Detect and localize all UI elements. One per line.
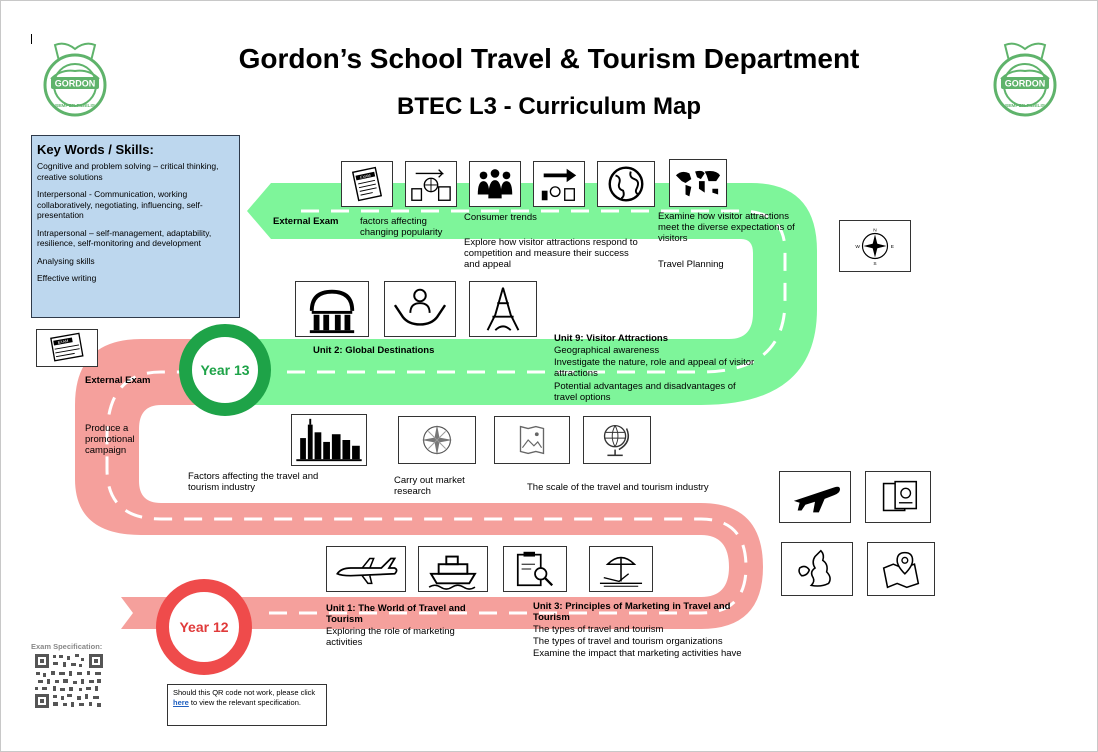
market-research-label: Carry out market research bbox=[394, 475, 465, 497]
exam-paper-icon bbox=[341, 161, 393, 207]
unit3-item: The types of travel and tourism organizations bbox=[533, 636, 723, 647]
key-word-item: Analysing skills bbox=[37, 255, 95, 266]
factors-popularity-label: factors affecting changing popularity bbox=[360, 216, 443, 238]
logo-right-motto: SEMPER FIDELIS bbox=[1005, 104, 1045, 109]
airplane-icon bbox=[779, 471, 851, 523]
logo-left-text: GORDON bbox=[54, 78, 96, 89]
unit1-text: Exploring the role of marketing activities bbox=[326, 626, 455, 648]
svg-text:E: E bbox=[890, 244, 894, 250]
logo-right-text: GORDON bbox=[1004, 78, 1046, 89]
hands-person-icon bbox=[384, 281, 456, 337]
global-building-icon bbox=[295, 281, 369, 337]
clipboard-search-icon bbox=[503, 546, 567, 592]
exam-spec-label: Exam Specification: bbox=[31, 642, 103, 651]
key-word-item: Interpersonal - Communication, working collaboratively, negotiating, influencing, self-presentation bbox=[37, 189, 203, 220]
qr-code-icon[interactable] bbox=[33, 652, 105, 710]
logo-left-motto: SEMPER FIDELIS bbox=[55, 104, 95, 109]
map-pin-icon bbox=[867, 542, 935, 596]
year13-marker: Year 13 bbox=[179, 324, 271, 416]
qr-fallback-note bbox=[167, 684, 327, 726]
year12-marker: Year 12 bbox=[156, 579, 252, 675]
key-word-item: Effective writing bbox=[37, 273, 97, 283]
page-subtitle: BTEC L3 - Curriculum Map bbox=[396, 93, 702, 120]
qr-note-text-end: to view the relevant specification. bbox=[188, 698, 301, 707]
svg-text:N: N bbox=[873, 228, 877, 234]
factors-industry-label: Factors affecting the travel and tourism industry bbox=[188, 471, 319, 493]
city-skyline-icon bbox=[291, 414, 367, 466]
unit3-title: Unit 3: Principles of Marketing in Travel and Tourism bbox=[533, 601, 731, 623]
page-title: Gordon’s School Travel & Tourism Department bbox=[238, 43, 860, 74]
unit9-item: Investigate the nature, role and appeal of visitor attractions bbox=[554, 357, 755, 379]
year12-external-exam-label: External Exam bbox=[85, 375, 151, 386]
desk-globe-icon bbox=[583, 416, 651, 464]
exam-paper-icon-small bbox=[36, 329, 98, 367]
world-map-icon bbox=[669, 159, 727, 207]
passport-icon bbox=[865, 471, 931, 523]
unit3-item: Examine the impact that marketing activities have bbox=[533, 648, 742, 659]
promotional-campaign-label: Produce a promotional campaign bbox=[85, 423, 135, 456]
unit1-title: Unit 1: The World of Travel and Tourism bbox=[326, 603, 466, 625]
svg-text:W: W bbox=[855, 244, 860, 250]
year13-external-exam-label: External Exam bbox=[273, 216, 339, 227]
unit9-item: Potential advantages and disadvantages of travel options bbox=[554, 381, 736, 403]
svg-text:EXAM: EXAM bbox=[57, 339, 69, 345]
unit9-title: Unit 9: Visitor Attractions bbox=[554, 333, 669, 344]
travel-planning-icon bbox=[405, 161, 457, 207]
attraction-arrow-icon bbox=[533, 161, 585, 207]
travel-planning-label: Travel Planning bbox=[658, 259, 724, 270]
picture-map-icon bbox=[494, 416, 570, 464]
beach-umbrella-icon bbox=[589, 546, 653, 592]
key-word-item: Cognitive and problem solving – critical thinking, creative solutions bbox=[37, 161, 219, 182]
globe-icon bbox=[597, 161, 655, 207]
explore-attractions-label: Explore how visitor attractions respond to competition and measure their success and appeal bbox=[464, 237, 638, 270]
qr-note-text: Should this QR code not work, please click bbox=[173, 688, 316, 697]
scale-industry-label: The scale of the travel and tourism industry bbox=[527, 482, 709, 493]
cruise-ship-icon bbox=[418, 546, 488, 592]
unit9-item: Geographical awareness bbox=[554, 345, 660, 356]
key-words-panel bbox=[31, 135, 240, 318]
unit2-label: Unit 2: Global Destinations bbox=[313, 345, 435, 356]
svg-text:EXAM: EXAM bbox=[359, 173, 372, 180]
examine-expectations-label: Examine how visitor attractions meet the diverse expectations of visitors bbox=[658, 211, 795, 244]
spec-link[interactable]: here bbox=[173, 698, 189, 707]
unit3-item: The types of travel and tourism bbox=[533, 624, 664, 635]
compass-icon bbox=[839, 220, 911, 272]
compass-rose-icon bbox=[398, 416, 476, 464]
consumer-crowd-icon bbox=[469, 161, 521, 207]
key-words-title: Key Words / Skills: bbox=[37, 142, 154, 157]
plane-icon bbox=[326, 546, 406, 592]
consumer-trends-label: Consumer trends bbox=[464, 212, 537, 223]
svg-text:S: S bbox=[873, 262, 877, 268]
uk-map-icon bbox=[781, 542, 853, 596]
eiffel-tower-icon bbox=[469, 281, 537, 337]
key-word-item: Intrapersonal – self-management, adaptability, resilience, self-monitoring and development bbox=[37, 227, 212, 248]
